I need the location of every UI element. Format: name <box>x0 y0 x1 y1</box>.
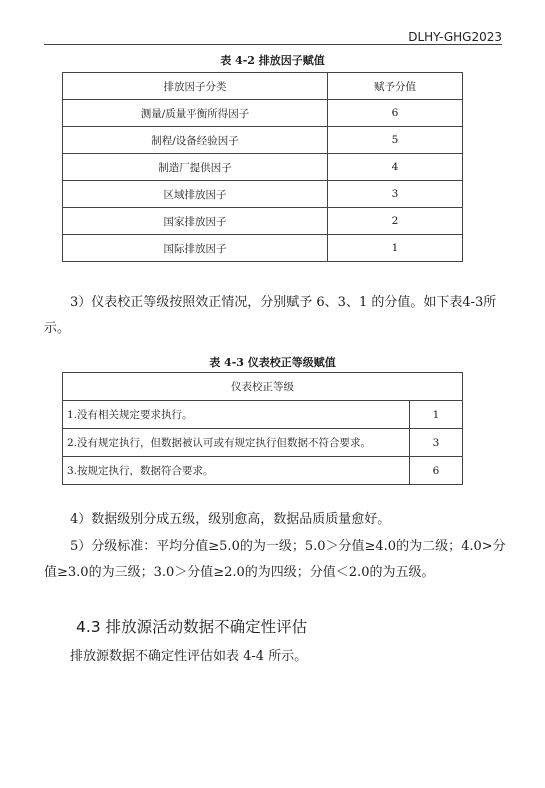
table-cell: 6 <box>328 100 463 127</box>
table-header-row <box>63 373 463 401</box>
paragraph-4: 4）数据级别分成五级，级别愈高，数据品质质量愈好。 <box>70 512 391 527</box>
table-cell: 2 <box>328 208 463 235</box>
table-cell: 4 <box>328 154 463 181</box>
column-header: 赋予分值 <box>328 73 463 100</box>
paragraph-6: 排放源数据不确定性评估如表 4-4 所示。 <box>70 649 308 664</box>
table-cell: 制造厂提供因子 <box>63 154 328 181</box>
section-heading: 4.3 排放源活动数据不确定性评估 <box>76 618 308 636</box>
table-row <box>63 235 463 262</box>
table-cell: 6 <box>410 457 463 485</box>
table-row <box>63 154 463 181</box>
column-header: 仪表校正等级 <box>63 373 463 401</box>
table-cell: 3.按规定执行，数据符合要求。 <box>63 457 410 485</box>
table-row <box>63 208 463 235</box>
table-cell: 国家排放因子 <box>63 208 328 235</box>
page-header <box>44 30 502 45</box>
table-row <box>63 181 463 208</box>
table-row <box>63 457 463 485</box>
table-4-3 <box>62 372 463 485</box>
table-row <box>63 401 463 429</box>
table-cell: 制程/设备经验因子 <box>63 127 328 154</box>
table-4-2-caption: 表 4-2 排放因子赋值 <box>220 54 325 67</box>
table-cell: 国际排放因子 <box>63 235 328 262</box>
table-header-row <box>63 73 463 100</box>
table-cell: 区域排放因子 <box>63 181 328 208</box>
paragraph-5: 5）分级标准：平均分值≥5.0的为一级；5.0＞分值≥4.0的为二级；4.0>分值≥3.0的为三级；3.0＞分值≥2.0的为四级；分值＜2.0的为五级。 <box>44 539 506 580</box>
table-cell: 3 <box>410 429 463 457</box>
table-cell: 1.没有相关规定要求执行。 <box>63 401 410 429</box>
paragraph-3: 3）仪表校正等级按照效正情况，分别赋予 6、3、1 的分值。如下表4-3所示。 <box>44 295 497 336</box>
table-row <box>63 429 463 457</box>
table-cell: 5 <box>328 127 463 154</box>
table-cell: 2.没有规定执行，但数据被认可或有规定执行但数据不符合要求。 <box>63 429 410 457</box>
document-code: DLHY-GHG2023 <box>408 30 502 44</box>
table-cell: 测量/质量平衡所得因子 <box>63 100 328 127</box>
table-row <box>63 127 463 154</box>
column-header: 排放因子分类 <box>63 73 328 100</box>
table-cell: 1 <box>410 401 463 429</box>
table-4-2 <box>62 72 463 262</box>
table-4-3-caption: 表 4-3 仪表校正等级赋值 <box>209 356 336 369</box>
table-row <box>63 100 463 127</box>
table-cell: 1 <box>328 235 463 262</box>
table-cell: 3 <box>328 181 463 208</box>
